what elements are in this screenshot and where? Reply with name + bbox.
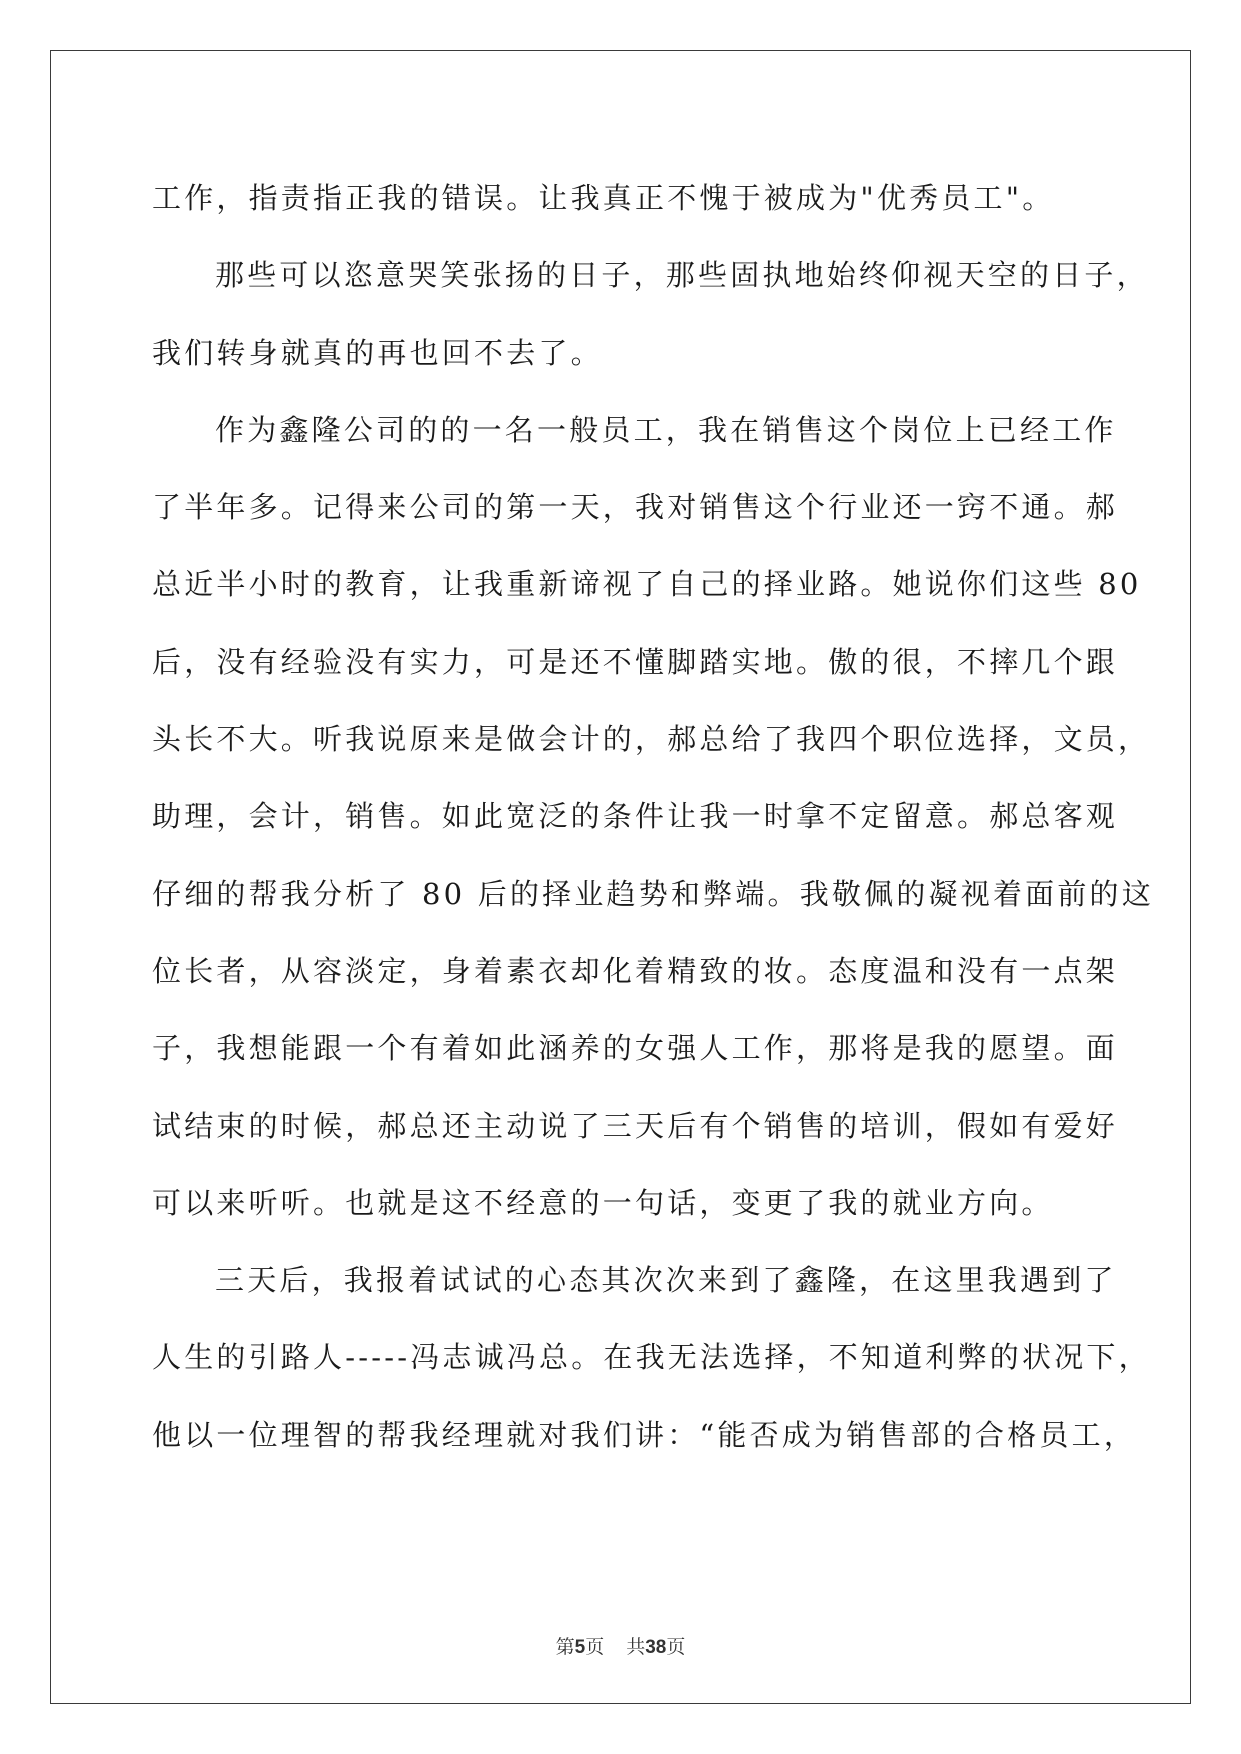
page-footer: [0, 1632, 1241, 1659]
text-line: 作为鑫隆公司的的一名一般员工，我在销售这个岗位上已经工作: [215, 412, 1117, 447]
text-line: 头长不大。听我说原来是做会计的，郝总给了我四个职位选择，文员，: [152, 722, 1151, 757]
text-line: 助理，会计，销售。如此宽泛的条件让我一时拿不定留意。郝总客观: [152, 799, 1119, 834]
text-line: 仔细的帮我分析了 80 后的择业趋势和弊端。我敬佩的凝视着面前的这: [152, 876, 1154, 911]
document-body: [152, 160, 1154, 1474]
text-line: 总近半小时的教育，让我重新谛视了自己的择业路。她说你们这些 80: [152, 567, 1142, 602]
text-line: 那些可以恣意哭笑张扬的日子，那些固执地始终仰视天空的日子，: [215, 258, 1149, 293]
text-line: 人生的引路人-----冯志诚冯总。在我无法选择，不知道利弊的状况下，: [152, 1340, 1151, 1375]
total-pages-number: 38: [645, 1637, 667, 1658]
text-line: 了半年多。记得来公司的第一天，我对销售这个行业还一窍不通。郝: [152, 490, 1119, 525]
current-page-number: 5: [574, 1637, 586, 1658]
text-line: 工作，指责指正我的错误。让我真正不愧于被成为"优秀员工"。: [152, 181, 1055, 215]
text-line: 试结束的时候，郝总还主动说了三天后有个销售的培训，假如有爱好: [152, 1108, 1119, 1143]
footer-total-prefix: 共: [626, 1636, 646, 1658]
text-line: 我们转身就真的再也回不去了。: [152, 335, 603, 370]
footer-total-unit: 页: [666, 1636, 686, 1658]
text-line: 可以来听听。也就是这不经意的一句话，变更了我的就业方向。: [152, 1185, 1054, 1220]
text-line: 他以一位理智的帮我经理就对我们讲：“能否成为销售部的合格员工，: [152, 1417, 1137, 1452]
footer-page-unit: 页: [585, 1636, 605, 1658]
text-line: 位长者，从容淡定，身着素衣却化着精致的妆。态度温和没有一点架: [152, 953, 1119, 988]
text-line: 三天后，我报着试试的心态其次次来到了鑫隆，在这里我遇到了: [215, 1263, 1117, 1298]
text-line: 子，我想能跟一个有着如此涵养的女强人工作，那将是我的愿望。面: [152, 1031, 1119, 1066]
text-line: 后，没有经验没有实力，可是还不懂脚踏实地。傲的很，不摔几个跟: [152, 644, 1119, 679]
footer-prefix: 第: [555, 1636, 575, 1658]
